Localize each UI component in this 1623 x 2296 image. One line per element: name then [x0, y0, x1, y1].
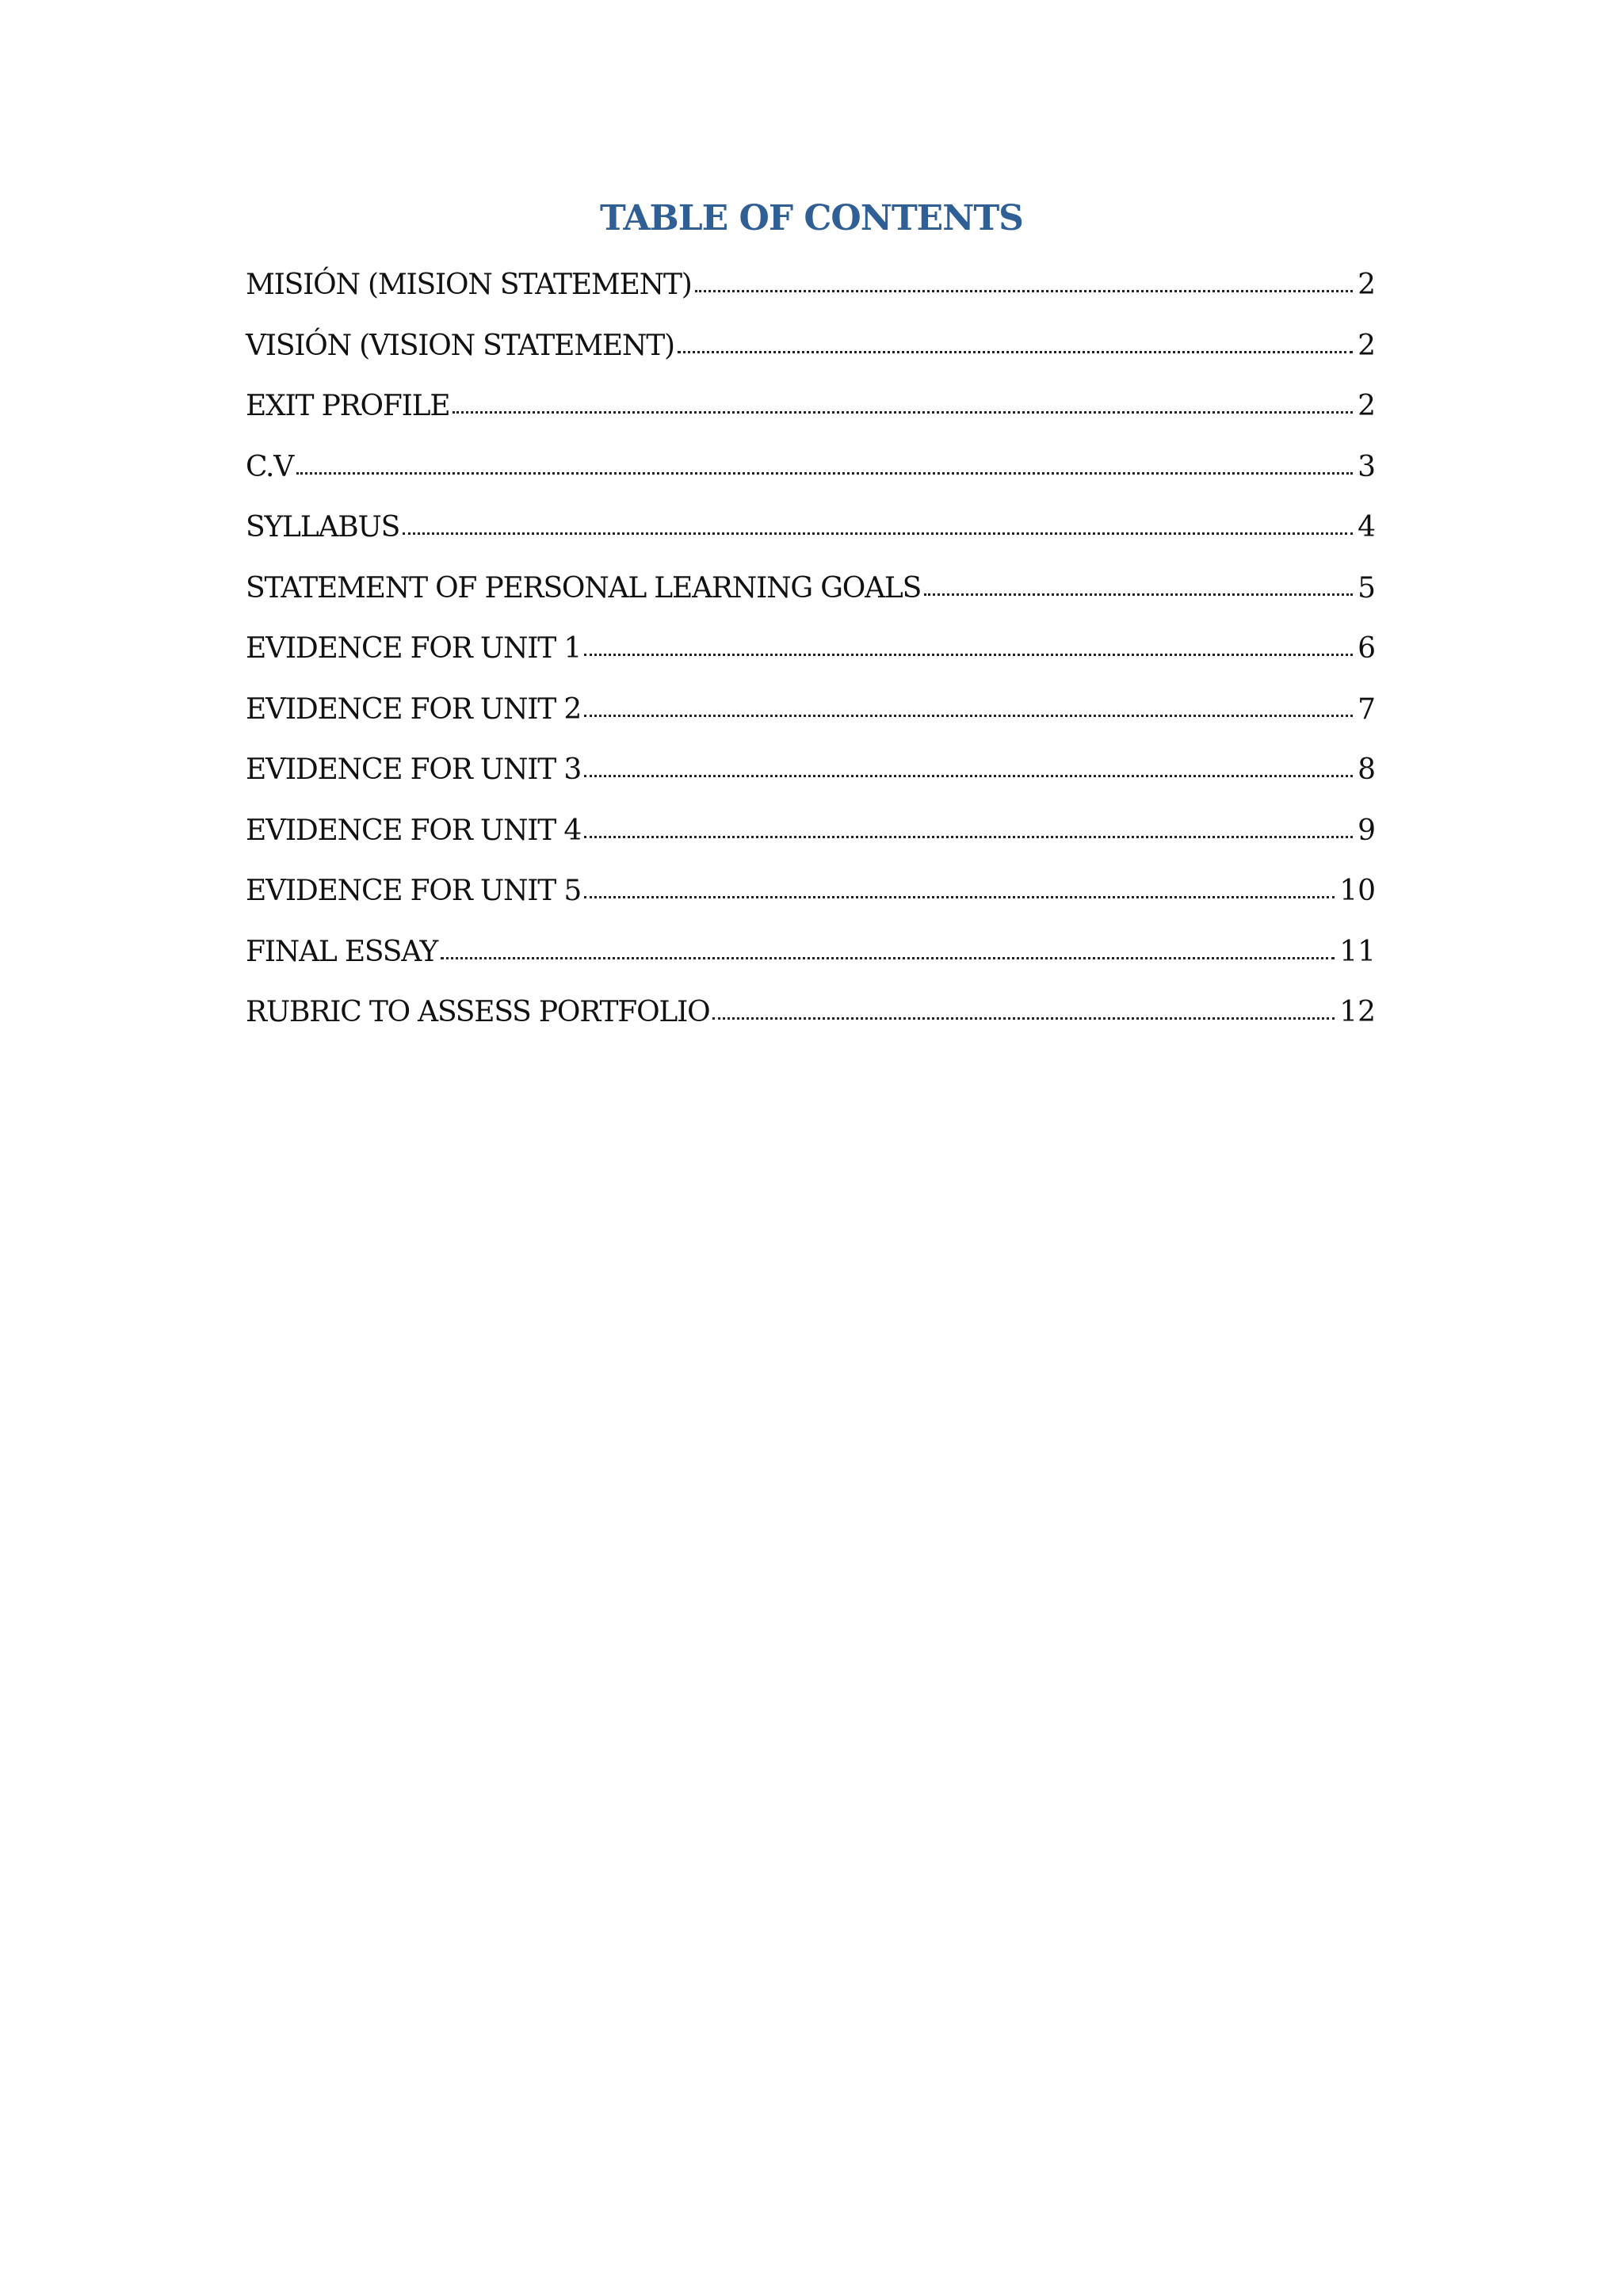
- toc-entry-vision[interactable]: [246, 322, 1376, 383]
- toc-entry-label: RUBRIC TO ASSESS PORTFOLIO: [246, 996, 710, 1028]
- toc-entry-cv[interactable]: [246, 444, 1376, 505]
- toc-entry-page: 2: [1358, 269, 1376, 301]
- toc-entry-learning-goals[interactable]: [246, 565, 1376, 626]
- toc-entry-page: 5: [1358, 571, 1376, 605]
- toc-entry-rubric[interactable]: [246, 989, 1376, 1050]
- toc-list: [246, 261, 1376, 1050]
- toc-entry-label: VISIÓN (VISION STATEMENT): [246, 329, 674, 362]
- toc-entry-page: 8: [1358, 753, 1376, 786]
- toc-entry-page: 10: [1339, 875, 1376, 907]
- toc-entry-page: 7: [1358, 692, 1376, 726]
- toc-entry-label: C.V: [246, 450, 294, 483]
- toc-entry-label: STATEMENT OF PERSONAL LEARNING GOALS: [246, 571, 922, 605]
- toc-entry-page: 4: [1358, 511, 1376, 543]
- dot-leader: [584, 715, 1353, 717]
- dot-leader: [678, 351, 1353, 353]
- toc-entry-unit-1[interactable]: [246, 625, 1376, 686]
- toc-entry-unit-4[interactable]: [246, 807, 1376, 868]
- toc-entry-page: 6: [1358, 632, 1376, 665]
- toc-entry-page: 11: [1339, 935, 1376, 968]
- toc-title: TABLE OF CONTENTS: [600, 198, 1023, 238]
- toc-entry-label: MISIÓN (MISION STATEMENT): [246, 269, 692, 301]
- toc-entry-unit-2[interactable]: [246, 686, 1376, 747]
- dot-leader: [924, 593, 1353, 596]
- dot-leader: [712, 1017, 1335, 1020]
- toc-entry-page: 3: [1358, 450, 1376, 483]
- toc-entry-label: SYLLABUS: [246, 511, 400, 543]
- toc-entry-label: EVIDENCE FOR UNIT 5: [246, 875, 582, 907]
- toc-entry-syllabus[interactable]: [246, 504, 1376, 565]
- dot-leader: [453, 411, 1353, 414]
- toc-entry-label: EVIDENCE FOR UNIT 1: [246, 632, 582, 665]
- dot-leader: [584, 836, 1353, 838]
- dot-leader: [584, 896, 1335, 898]
- toc-entry-label: FINAL ESSAY: [246, 935, 438, 968]
- toc-entry-mision[interactable]: [246, 261, 1376, 322]
- dot-leader: [403, 532, 1353, 535]
- dot-leader: [584, 775, 1353, 777]
- toc-entry-label: EVIDENCE FOR UNIT 3: [246, 753, 582, 786]
- dot-leader: [441, 957, 1335, 959]
- dot-leader: [584, 654, 1353, 656]
- dot-leader: [296, 472, 1353, 475]
- toc-entry-page: 2: [1358, 390, 1376, 422]
- toc-entry-page: 12: [1339, 996, 1376, 1028]
- dot-leader: [695, 290, 1353, 292]
- toc-entry-final-essay[interactable]: [246, 929, 1376, 990]
- toc-entry-unit-3[interactable]: [246, 746, 1376, 807]
- toc-entry-page: 9: [1358, 814, 1376, 847]
- toc-entry-label: EVIDENCE FOR UNIT 2: [246, 692, 582, 726]
- toc-entry-label: EXIT PROFILE: [246, 390, 450, 422]
- toc-entry-label: EVIDENCE FOR UNIT 4: [246, 814, 582, 847]
- toc-entry-unit-5[interactable]: [246, 868, 1376, 929]
- toc-entry-page: 2: [1358, 329, 1376, 362]
- toc-entry-exit-profile[interactable]: [246, 383, 1376, 444]
